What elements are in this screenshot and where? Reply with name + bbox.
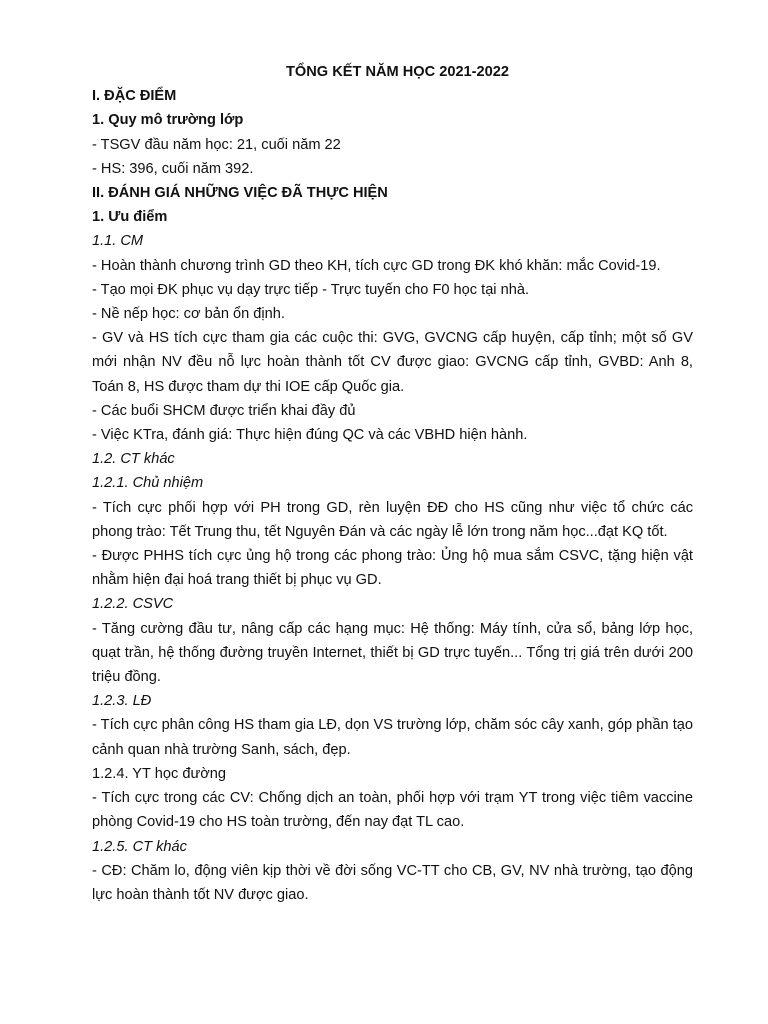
subheading-ct-khac: 1.2. CT khác: [92, 451, 175, 468]
page-title: TỔNG KẾT NĂM HỌC 2021-2022: [285, 64, 510, 80]
subheading-ld: 1.2.3. LĐ: [92, 693, 152, 710]
paragraph-chu-nhiem-1: - Tích cực phối hợp với PH trong GD, rèn luyện ĐĐ cho HS cũng như việc tổ chức các phong trào: Tết Trung thu, tết Nguyên Đán và các ngày lễ lớn trong năm học...đạt KQ tốt.: [92, 499, 693, 540]
paragraph-cm-6: - Việc KTra, đánh giá: Thực hiện đúng QC và các VBHD hiện hành.: [92, 427, 528, 444]
paragraph-hs: - HS: 396, cuối năm 392.: [92, 160, 254, 177]
paragraph-ld: - Tích cực phân công HS tham gia LĐ, dọn VS trường lớp, chăm sóc cây xanh, góp phần tạo cảnh quan nhà trường Sanh, sách, đẹp.: [92, 717, 693, 758]
heading-section-2: II. ĐÁNH GIÁ NHỮNG VIỆC ĐÃ THỰC HIỆN: [92, 185, 388, 202]
subheading-cm: 1.1. CM: [92, 233, 144, 250]
paragraph-cm-5: - Các buổi SHCM được triển khai đầy đủ: [92, 402, 356, 419]
paragraph-yt: - Tích cực trong các CV: Chống dịch an toàn, phối hợp với trạm YT trong việc tiêm vaccine phòng Covid-19 cho HS toàn trường, đến nay đạt TL cao.: [92, 790, 693, 831]
heading-section-1: I. ĐẶC ĐIỂM: [92, 88, 177, 105]
paragraph-cm-2: - Tạo mọi ĐK phục vụ dạy trực tiếp - Trực tuyến cho F0 học tại nhà.: [92, 281, 530, 298]
subheading-ct-khac-2: 1.2.5. CT khác: [92, 838, 187, 855]
paragraph-chu-nhiem-2: - Được PHHS tích cực ủng hộ trong các phong trào: Ủng hộ mua sắm CSVC, tặng hiện vật nhằm hiện đại hoá trang thiết bị phục vụ GD.: [92, 548, 693, 589]
heading-quy-mo: 1. Quy mô trường lớp: [92, 112, 244, 129]
subheading-chu-nhiem: 1.2.1. Chủ nhiệm: [92, 475, 204, 492]
paragraph-cm-1: - Hoàn thành chương trình GD theo KH, tích cực GD trong ĐK khó khăn: mắc Covid-19.: [92, 257, 661, 274]
heading-uu-diem: 1. Ưu điểm: [92, 209, 168, 226]
paragraph-csvc: - Tăng cường đầu tư, nâng cấp các hạng mục: Hệ thống: Máy tính, cửa sổ, bảng lớp học, quạt trần, hệ thống đường truyền Internet, thiết bị GD trực tuyến... Tổng trị giá trên dưới 200 triệu đồng.: [92, 620, 693, 686]
subheading-yt: 1.2.4. YT học đường: [92, 765, 227, 782]
paragraph-cd: - CĐ: Chăm lo, động viên kịp thời về đời sống VC-TT cho CB, GV, NV nhà trường, tạo động lực hoàn thành tốt NV được giao.: [92, 862, 693, 903]
document-page: [92, 60, 693, 907]
paragraph-cm-4: - GV và HS tích cực tham gia các cuộc thi: GVG, GVCNG cấp huyện, cấp tỉnh; một số GV mới nhận NV đều nỗ lực hoàn thành tốt CV được giao: GVCNG cấp tỉnh, GVBD: Anh 8, Toán 8, HS được tham dự thi IOE cấp Quốc gia.: [92, 330, 693, 395]
subheading-csvc: 1.2.2. CSVC: [92, 596, 174, 613]
paragraph-cm-3: - Nề nếp học: cơ bản ổn định.: [92, 306, 285, 323]
paragraph-tsgv: - TSGV đầu năm học: 21, cuối năm 22: [92, 136, 341, 153]
